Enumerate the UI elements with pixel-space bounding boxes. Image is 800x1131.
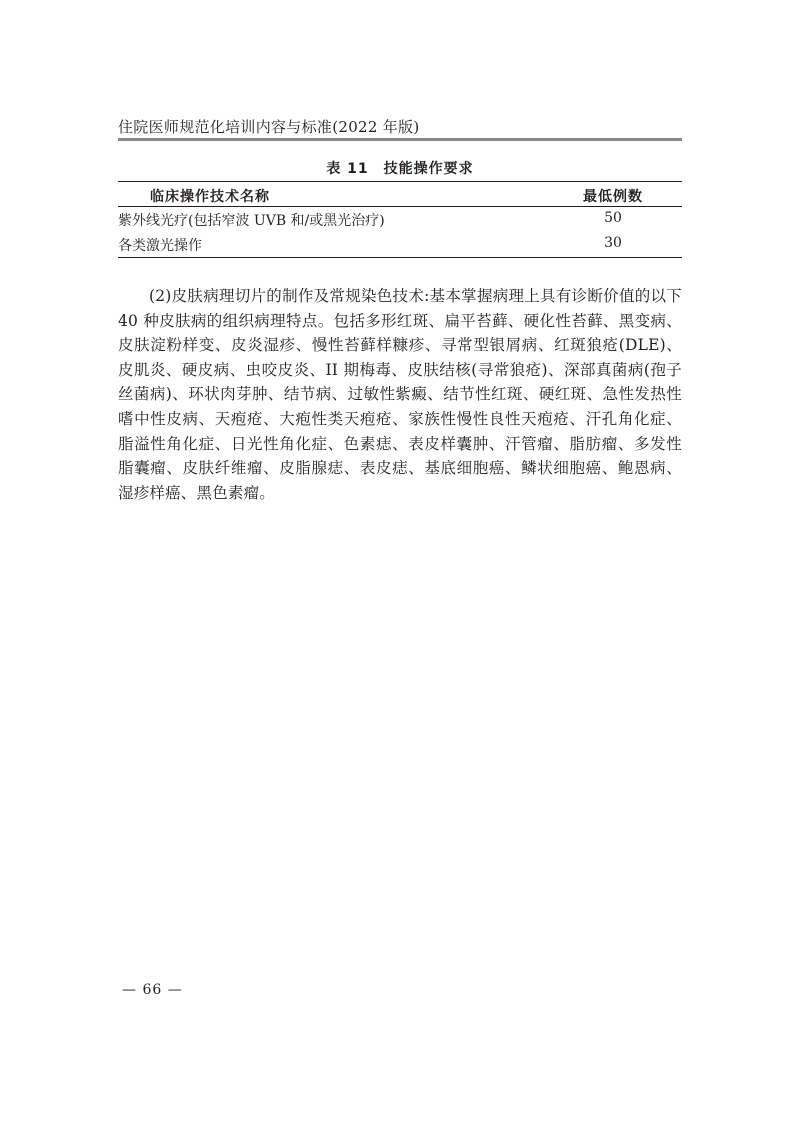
table-bottom-rule [118, 257, 682, 258]
table-top-rule [118, 181, 682, 182]
running-title: 住院医师规范化培训内容与标准(2022 年版) [118, 118, 420, 136]
body-paragraph: (2)皮肤病理切片的制作及常规染色技术:基本掌握病理上具有诊断价值的以下 40 种皮肤病的组织病理特点。包括多形红斑、扁平苔藓、硬化性苔藓、黑变病、皮肤淀粉样变、皮炎湿疹、慢性苔藓样糠疹、寻常型银屑病、红斑狼疮(DLE)、皮肌炎、硬皮病、虫咬皮炎、II 期梅毒、皮肤结核(寻常狼疮)、深部真菌病(孢子丝菌病)、环状肉芽肿、结节病、过敏性紫癜、结节性红斑、硬红斑、急性发热性嗜中性皮病、天疱疮、大疱性类天疱疮、家族性慢性良性天疱疮、汗孔角化症、脂溢性角化症、日光性角化症、色素痣、表皮样囊肿、汗管瘤、脂肪瘤、多发性脂囊瘤、皮肤纤维瘤、皮脂腺痣、表皮痣、基底细胞癌、鳞状细胞癌、鲍恩病、湿疹样癌、黑色素瘤。 [118, 287, 682, 502]
header-rule [118, 138, 682, 141]
table-cell-procedure: 紫外线光疗(包括窄波 UVB 和/或黑光治疗) [118, 213, 385, 229]
column-header-procedure: 临床操作技术名称 [150, 189, 270, 205]
table-cell-procedure: 各类激光操作 [118, 238, 202, 254]
column-header-min-count: 最低例数 [583, 189, 643, 205]
table-header-rule [118, 206, 682, 207]
table-caption: 表 11 技能操作要求 [326, 161, 474, 177]
table-cell-min-count: 30 [604, 235, 622, 251]
page-number: — 66 — [122, 982, 183, 998]
table-cell-min-count: 50 [604, 210, 622, 226]
